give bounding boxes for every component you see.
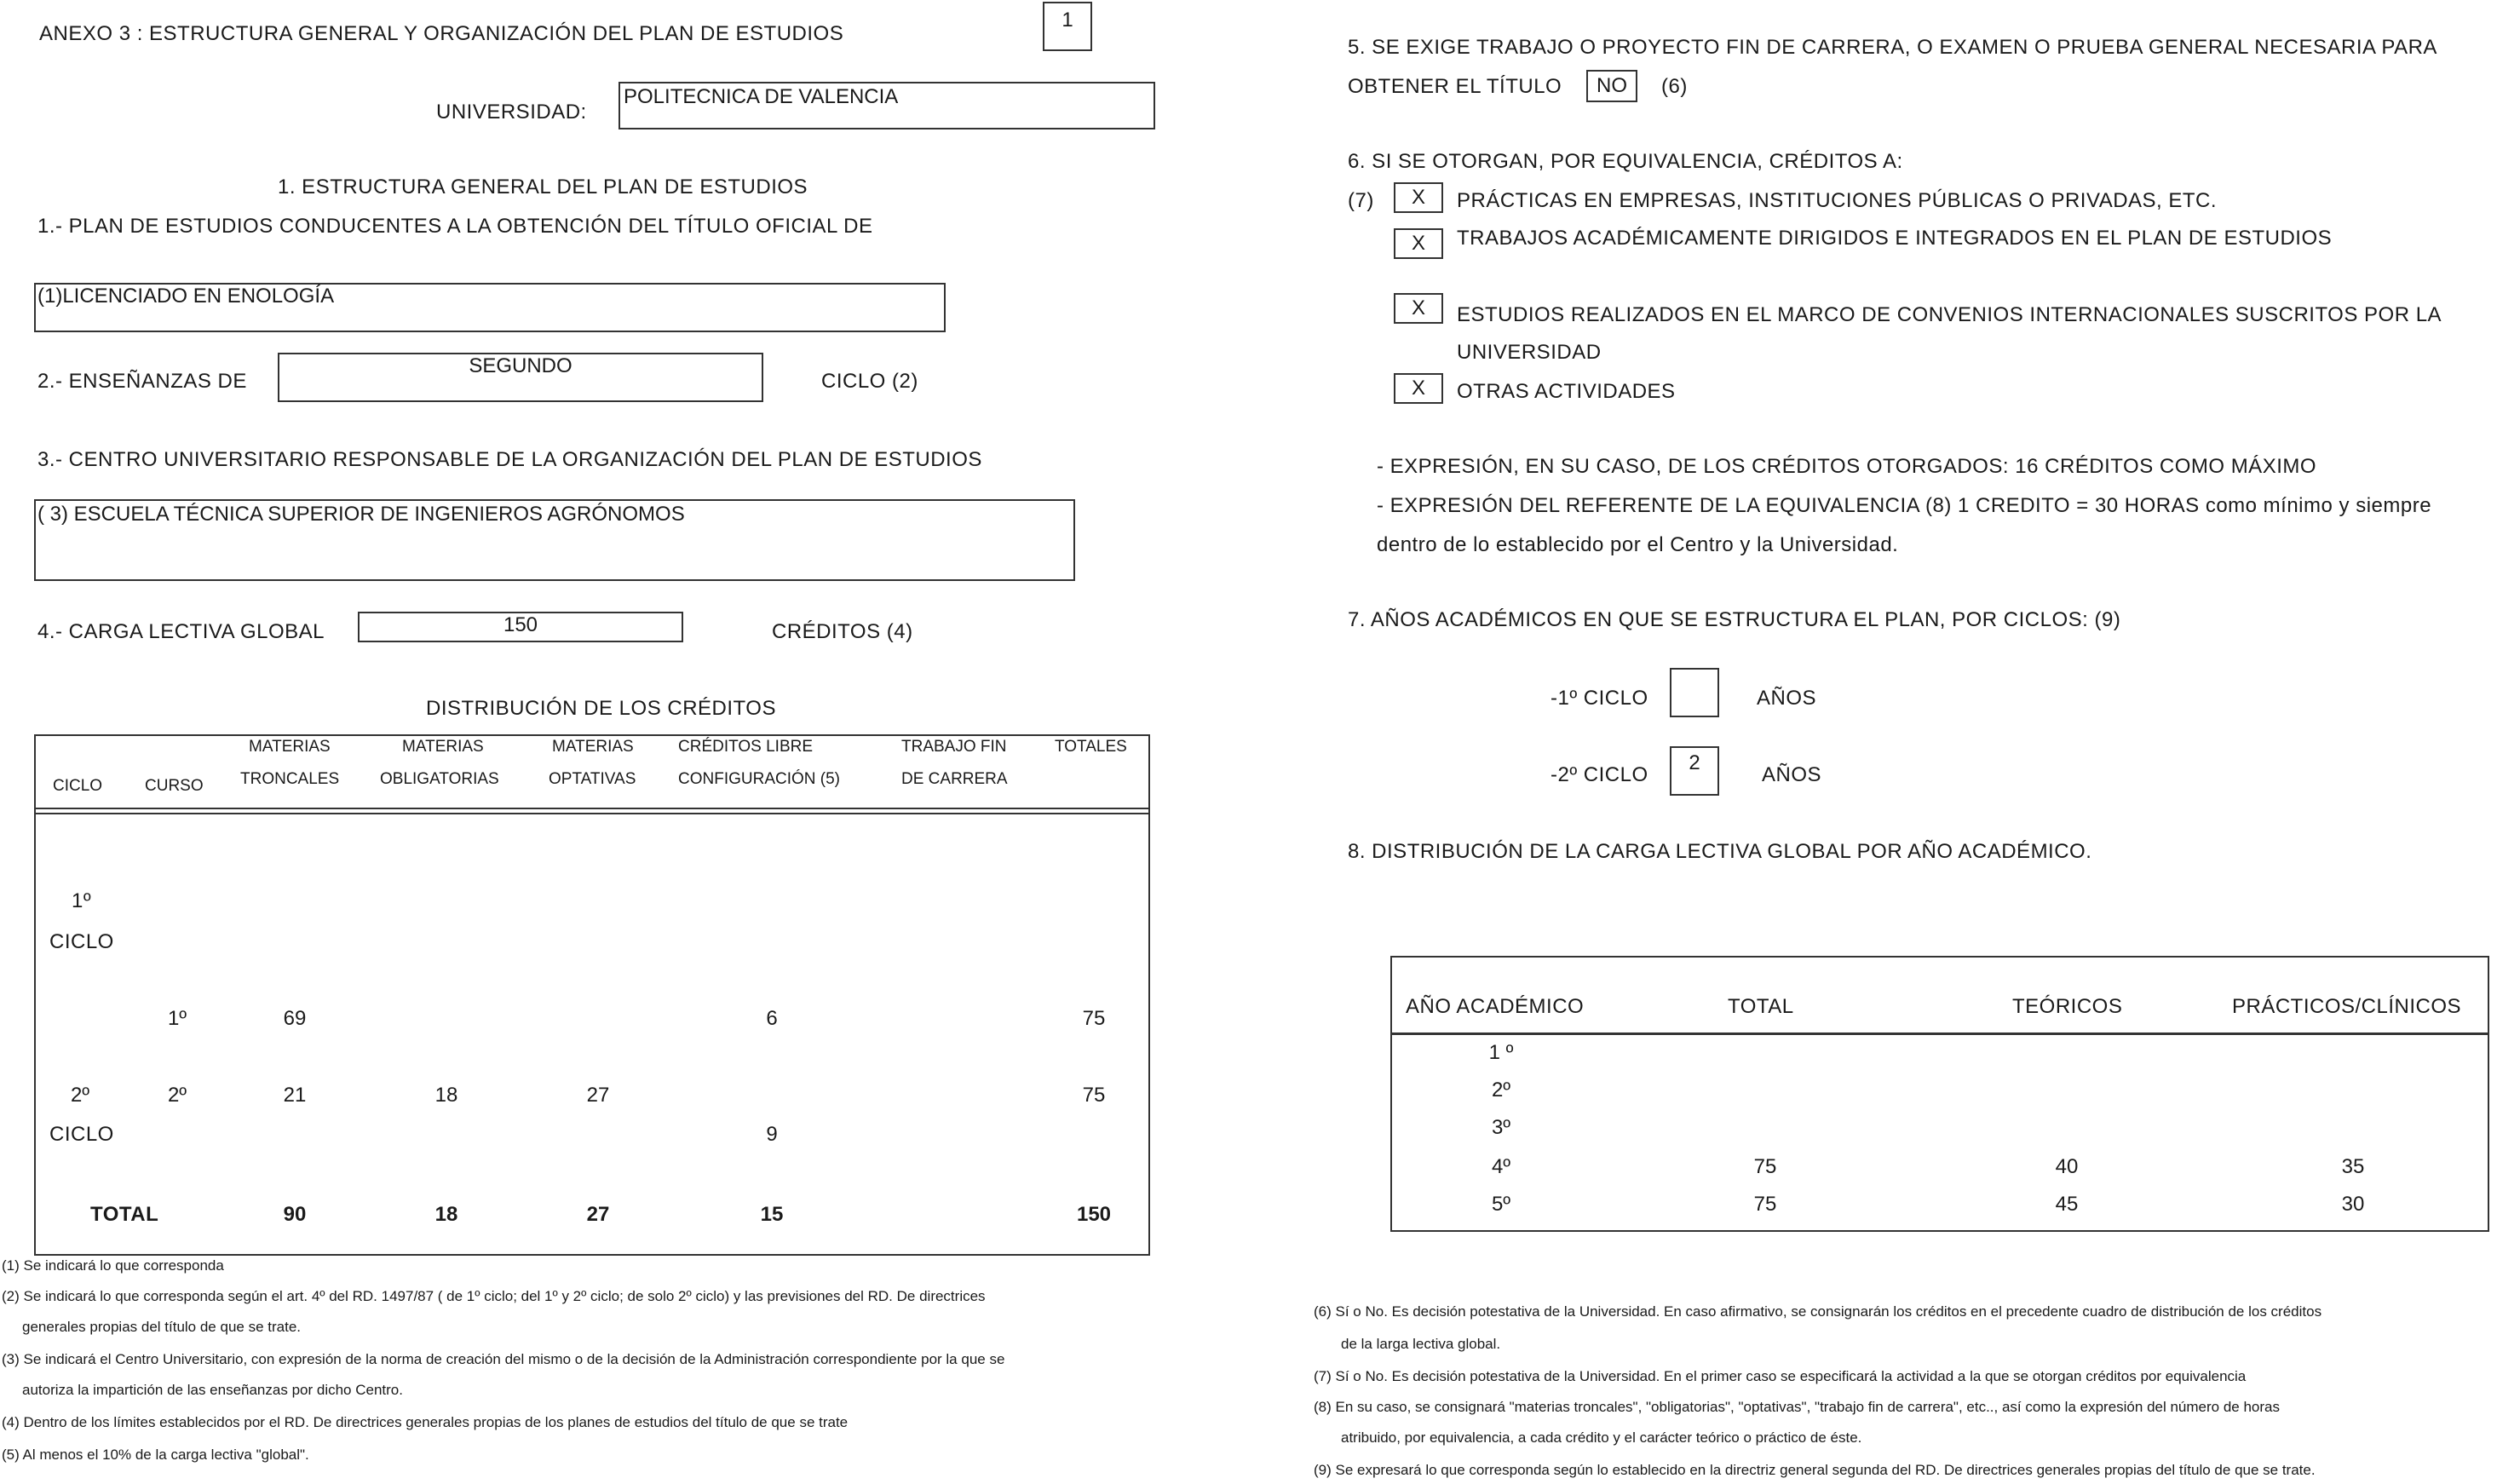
row2-obligatorias: 18: [434, 1084, 458, 1107]
row2-curso: 2º: [167, 1084, 187, 1107]
cycle1-years-field: [1670, 668, 1719, 717]
year-row-5-year: 5º: [1491, 1193, 1511, 1216]
section1-heading: 1. ESTRUCTURA GENERAL DEL PLAN DE ESTUDIOS: [278, 175, 808, 198]
center-field: [34, 499, 1075, 581]
first-cycle-label: CICLO: [49, 930, 114, 953]
option-academic-work: TRABAJOS ACADÉMICAMENTE DIRIGIDOS E INTEGRADOS EN EL PLAN DE ESTUDIOS: [1457, 227, 2333, 250]
table-header-rule-2: [36, 813, 1148, 814]
year-hdr-theory: TEÓRICOS: [2012, 995, 2123, 1018]
section8-heading: 8. DISTRIBUCIÓN DE LA CARGA LECTIVA GLOBAL POR AÑO ACADÉMICO.: [1348, 840, 2092, 863]
expression-equivalence: - EXPRESIÓN DEL REFERENTE DE LA EQUIVALENCIA (8) 1 CREDITO = 30 HORAS como mínimo y siempre: [1377, 494, 2432, 517]
hdr-troncales-2: TRONCALES: [240, 770, 340, 788]
item2-suffix: CICLO (2): [821, 370, 918, 393]
center-value: ( 3) ESCUELA TÉCNICA SUPERIOR DE INGENIEROS AGRÓNOMOS: [37, 503, 685, 526]
year-row-1-year: 1 º: [1488, 1041, 1514, 1064]
hdr-fin-2: DE CARRERA: [901, 770, 1008, 788]
row1-troncales: 69: [283, 1007, 307, 1030]
year-row-4-total: 75: [1753, 1155, 1777, 1178]
row2-optativas: 27: [586, 1084, 610, 1107]
section7-heading: 7. AÑOS ACADÉMICOS EN QUE SE ESTRUCTURA EL PLAN, POR CICLOS: (9): [1348, 608, 2121, 631]
option-other: OTRAS ACTIVIDADES: [1457, 380, 1676, 403]
footnote-7: (7) Sí o No. Es decisión potestativa de la Universidad. En el primer caso se especificará la actividad a la que se otorgan créditos por equivalencia: [1314, 1368, 2247, 1384]
checkbox-internships: X: [1394, 182, 1443, 213]
item1-label: 1.- PLAN DE ESTUDIOS CONDUCENTES A LA OBTENCIÓN DEL TÍTULO OFICIAL DE: [37, 215, 873, 238]
year-hdr-year: AÑO ACADÉMICO: [1406, 995, 1585, 1018]
year-hdr-practice: PRÁCTICOS/CLÍNICOS: [2232, 995, 2462, 1018]
hdr-optativas-2: OPTATIVAS: [549, 770, 636, 788]
option-international-2: UNIVERSIDAD: [1457, 341, 1602, 364]
university-field: [618, 82, 1155, 129]
expression-equivalence-cont: dentro de lo establecido por el Centro y la Universidad.: [1377, 533, 1899, 556]
checkbox-academic-work: X: [1394, 228, 1443, 259]
hdr-fin-1: TRABAJO FIN: [901, 738, 1007, 756]
total-optativas: 27: [586, 1203, 610, 1226]
title-field: [34, 283, 946, 332]
cycle1-label: -1º CICLO: [1551, 687, 1648, 710]
hdr-troncales-1: MATERIAS: [249, 738, 331, 756]
second-cycle-number: 2º: [70, 1084, 90, 1107]
checkbox-other: X: [1394, 373, 1443, 404]
item3-label: 3.- CENTRO UNIVERSITARIO RESPONSABLE DE LA ORGANIZACIÓN DEL PLAN DE ESTUDIOS: [37, 448, 982, 471]
item2-label: 2.- ENSEÑANZAS DE: [37, 370, 247, 393]
year-row-4-year: 4º: [1491, 1155, 1511, 1178]
year-row-5-theory: 45: [2055, 1193, 2079, 1216]
year-row-5-practice: 30: [2341, 1193, 2365, 1216]
item4-suffix: CRÉDITOS (4): [772, 620, 913, 643]
year-row-4-theory: 40: [2055, 1155, 2079, 1178]
degree-exam-value: NO: [1597, 74, 1627, 97]
section5-note: (6): [1661, 75, 1688, 98]
footnote-5: (5) Al menos el 10% de la carga lectiva "global".: [2, 1447, 309, 1463]
section5-label: OBTENER EL TÍTULO: [1348, 75, 1562, 98]
hdr-obligatorias-1: MATERIAS: [402, 738, 484, 756]
cycle2-unit: AÑOS: [1762, 763, 1822, 786]
hdr-obligatorias-2: OBLIGATORIAS: [380, 770, 499, 788]
footnote-3-cont: autoriza la impartición de las enseñanzas por dicho Centro.: [22, 1382, 403, 1398]
section6-note-ref: (7): [1348, 189, 1374, 212]
hdr-optativas-1: MATERIAS: [552, 738, 634, 756]
year-hdr-total: TOTAL: [1728, 995, 1794, 1018]
footnote-3: (3) Se indicará el Centro Universitario, con expresión de la norma de creación del mismo o de la decisión de la Administración correspondiente por la que se: [2, 1351, 1005, 1367]
row1-libre: 6: [766, 1007, 778, 1030]
hdr-libre-2: CONFIGURACIÓN (5): [678, 770, 840, 788]
footnote-9: (9) Se expresará lo que corresponda según lo establecido en la directriz general segunda del RD. De directrices generales propias del título de que se trate.: [1314, 1462, 2316, 1478]
global-load-field: [358, 612, 683, 642]
page-number-box: [1043, 2, 1092, 51]
teaching-cycle-field: [278, 353, 763, 402]
distribution-title: DISTRIBUCIÓN DE LOS CRÉDITOS: [426, 697, 776, 720]
cycle2-label: -2º CICLO: [1551, 763, 1648, 786]
cycle2-years-field: [1670, 746, 1719, 796]
footnote-6: (6) Sí o No. Es decisión potestativa de la Universidad. En caso afirmativo, se consignarán los créditos en el precedente cuadro de distribución de los créditos: [1314, 1303, 2322, 1320]
checkbox-international: X: [1394, 293, 1443, 324]
footnote-1: (1) Se indicará lo que corresponda: [2, 1257, 224, 1274]
teaching-cycle-value: SEGUNDO: [469, 354, 572, 377]
table-header-rule: [36, 808, 1148, 809]
row1-curso: 1º: [167, 1007, 187, 1030]
footnote-2: (2) Se indicará lo que corresponda según el art. 4º del RD. 1497/87 ( de 1º ciclo; del 1º y 2º ciclo; de solo 2º ciclo) y las previsiones del RD. De directrices: [2, 1288, 986, 1304]
footnote-6-cont: de la larga lectiva global.: [1341, 1336, 1501, 1352]
global-load-value: 150: [503, 613, 538, 636]
section5-line1: 5. SE EXIGE TRABAJO O PROYECTO FIN DE CARRERA, O EXAMEN O PRUEBA GENERAL NECESARIA PARA: [1348, 36, 2437, 59]
hdr-totales: TOTALES: [1055, 738, 1127, 756]
option-internships: PRÁCTICAS EN EMPRESAS, INSTITUCIONES PÚBLICAS O PRIVADAS, ETC.: [1457, 189, 2218, 212]
year-row-3-year: 3º: [1491, 1116, 1511, 1139]
option-international-1: ESTUDIOS REALIZADOS EN EL MARCO DE CONVENIOS INTERNACIONALES SUSCRITOS POR LA: [1457, 303, 2442, 326]
row2-total: 75: [1082, 1084, 1106, 1107]
first-cycle-number: 1º: [72, 889, 92, 912]
year-table-header-rule: [1392, 1032, 2488, 1035]
title-value: (1)LICENCIADO EN ENOLOGÍA: [37, 285, 335, 308]
total-obligatorias: 18: [434, 1203, 458, 1226]
total-libre: 15: [760, 1203, 784, 1226]
year-row-2-year: 2º: [1491, 1078, 1511, 1101]
total-total: 150: [1076, 1203, 1112, 1226]
footnote-8-cont: atribuido, por equivalencia, a cada crédito y el carácter teórico o práctico de éste.: [1341, 1429, 1862, 1446]
row1-total: 75: [1082, 1007, 1106, 1030]
footnote-8: (8) En su caso, se consignará "materias troncales", "obligatorias", "optativas", "trabajo fin de carrera", etc.., así como la expresión del número de horas: [1314, 1399, 2280, 1415]
hdr-curso: CURSO: [145, 777, 204, 795]
year-row-5-total: 75: [1753, 1193, 1777, 1216]
university-value: POLITECNICA DE VALENCIA: [624, 85, 899, 108]
expression-credits: - EXPRESIÓN, EN SU CASO, DE LOS CRÉDITOS OTORGADOS: 16 CRÉDITOS COMO MÁXIMO: [1377, 455, 2317, 478]
year-row-4-practice: 35: [2341, 1155, 2365, 1178]
row2-libre: 9: [766, 1123, 778, 1146]
total-troncales: 90: [283, 1203, 307, 1226]
row2-troncales: 21: [283, 1084, 307, 1107]
cycle1-unit: AÑOS: [1757, 687, 1817, 710]
item4-label: 4.- CARGA LECTIVA GLOBAL: [37, 620, 325, 643]
footnote-2-cont: generales propias del título de que se trate.: [22, 1319, 301, 1335]
second-cycle-label: CICLO: [49, 1123, 114, 1146]
hdr-libre-1: CRÉDITOS LIBRE: [678, 738, 814, 756]
total-label: TOTAL: [90, 1203, 159, 1226]
university-label: UNIVERSIDAD:: [436, 101, 587, 124]
section6-heading: 6. SI SE OTORGAN, POR EQUIVALENCIA, CRÉDITOS A:: [1348, 150, 1903, 173]
annex-title: ANEXO 3 : ESTRUCTURA GENERAL Y ORGANIZACIÓN DEL PLAN DE ESTUDIOS: [39, 22, 844, 45]
cycle2-years-value: 2: [1689, 751, 1700, 774]
page-number: 1: [1062, 9, 1073, 32]
degree-exam-field: [1586, 70, 1637, 102]
footnote-4: (4) Dentro de los límites establecidos por el RD. De directrices generales propias de los planes de estudios del título de que se trate: [2, 1414, 849, 1430]
hdr-ciclo: CICLO: [53, 777, 103, 795]
